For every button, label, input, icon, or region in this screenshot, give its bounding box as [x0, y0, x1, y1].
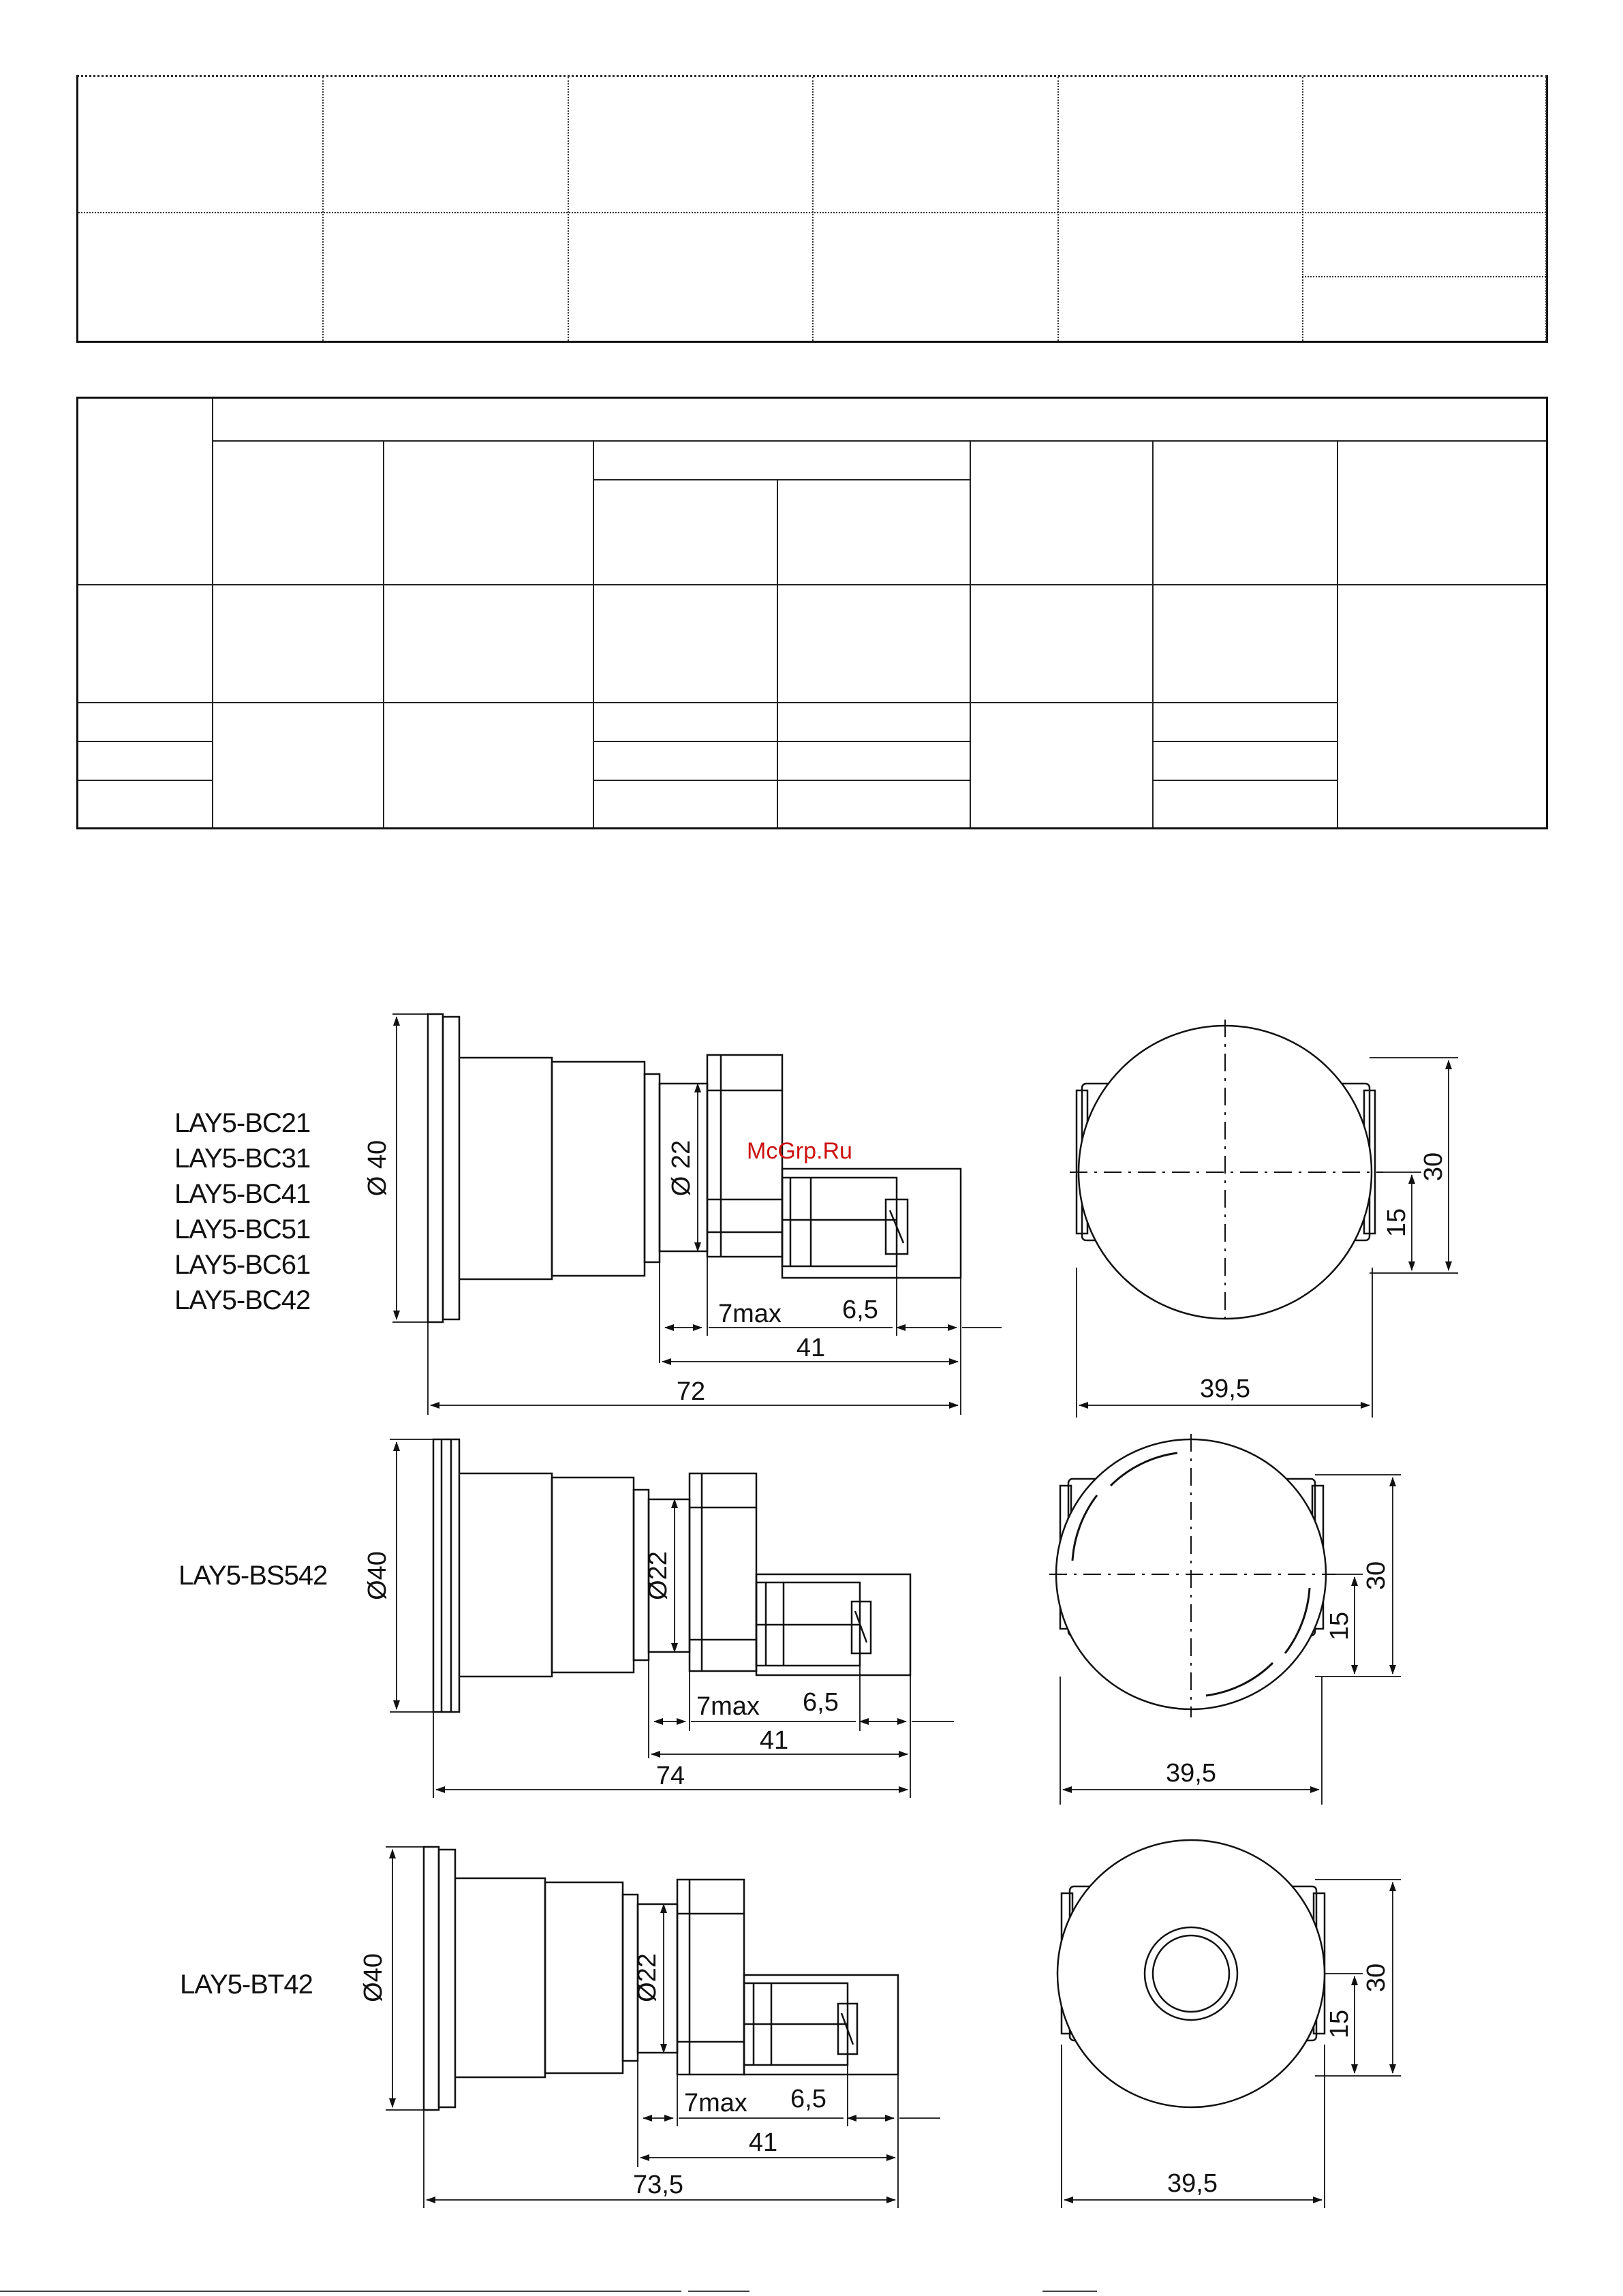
- dim-dia40: Ø 40: [363, 1139, 392, 1197]
- dim-6-5: 6,5: [790, 2085, 826, 2113]
- dim-30: 30: [1362, 1963, 1391, 1993]
- dim-41: 41: [796, 1334, 826, 1362]
- dim-dia22: Ø22: [633, 1953, 662, 2002]
- dim-74: 74: [655, 1762, 685, 1790]
- dim-7max: 7max: [684, 2089, 747, 2117]
- dim-7max: 7max: [718, 1300, 782, 1328]
- dim-dia40: Ø40: [363, 1551, 392, 1600]
- dim-73-5: 73,5: [633, 2171, 683, 2199]
- dim-30: 30: [1419, 1152, 1448, 1182]
- dim-15: 15: [1325, 1611, 1354, 1641]
- dim-30: 30: [1362, 1561, 1391, 1591]
- watermark-text: McGrp.Ru: [747, 1138, 852, 1164]
- dim-39-5: 39,5: [1166, 1759, 1216, 1788]
- dim-39-5: 39,5: [1167, 2169, 1218, 2198]
- model-label: LAY5-BC41: [174, 1179, 311, 1209]
- dim-39-5: 39,5: [1200, 1375, 1250, 1403]
- model-label: LAY5-BC31: [174, 1144, 311, 1174]
- model-label: LAY5-BC42: [174, 1285, 311, 1315]
- dim-15: 15: [1325, 2009, 1354, 2039]
- dim-dia40: Ø40: [359, 1953, 388, 2002]
- model-label-bt42: LAY5-BT42: [180, 1970, 313, 2000]
- dim-7max: 7max: [696, 1692, 760, 1721]
- dim-6-5: 6,5: [803, 1688, 839, 1717]
- dim-72: 72: [676, 1377, 706, 1406]
- model-label: LAY5-BC61: [174, 1250, 311, 1280]
- dim-dia22: Ø22: [644, 1551, 673, 1600]
- dim-15: 15: [1382, 1208, 1411, 1238]
- model-label: LAY5-BC51: [174, 1214, 311, 1244]
- dim-dia22: Ø 22: [667, 1139, 696, 1197]
- model-label: LAY5-BC21: [174, 1108, 311, 1138]
- dim-41: 41: [748, 2128, 778, 2157]
- dim-41: 41: [759, 1726, 789, 1755]
- model-label-bs542: LAY5-BS542: [179, 1561, 328, 1591]
- dim-6-5: 6,5: [842, 1296, 878, 1324]
